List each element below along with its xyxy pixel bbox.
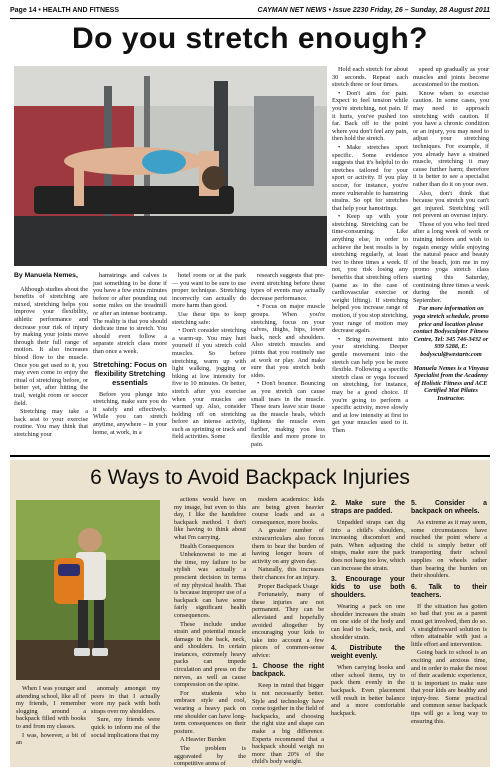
- paragraph: Unbeknownst to me at the time, my failure to be stylish was actually a prescient decision in terms of my physical health. That is because improper use of a backpack can have some fairly significant health consequences.: [174, 551, 246, 619]
- paragraph: These include undue strain and potential muscle damage in the back, neck, and shoulders. In certain instances, extremely heavy packs can impede circulation and press on the nerves, as well as cause compression on the spine.: [174, 620, 246, 689]
- paragraph: • Focus on major muscle groups. When you're stretching, focus on your calves, thighs, hips, lower back, neck and shoulders. Also stretch muscles and joints that you routinely use at work or play. And make sure that you stretch both sides.: [251, 303, 325, 379]
- backpack-child-photo: [16, 500, 160, 680]
- article2-column-4: [252, 496, 324, 767]
- paragraph: Sure, my friends were quick to inform me of the social implications that my: [91, 716, 160, 739]
- tip-heading: 3. Encourage your kids to use both shoulders.: [331, 576, 405, 600]
- paragraph: Although studies about the benefits of stretching are mixed, stretching helps you improve your flexibility, athletic performance and decrease your risk of injury by making your joints move through their full range of motion. It also increases blood flow to the muscle. Once you get used to it, you may even come to enjoy the ritual of stretching before, or better yet, after hitting the trail, weight room or soccer field.: [14, 285, 88, 407]
- paragraph: Those of you who feel tired after a long week of work or training indoors and wish to regain energy while enjoying the natural peace and beauty of the beach, join me in my promo yoga stretch class starting this Saturday, continuing three times a week during the month of September.: [413, 220, 489, 304]
- article2-headline: 6 Ways to Avoid Backpack Injuries: [90, 466, 410, 489]
- article1-headline: Do you stretch enough?: [72, 22, 428, 55]
- section-divider: [10, 455, 490, 457]
- paragraph: As extreme as it may seem, some circumstances have reached the point where a child is simply better off transporting their school supplies on wheels rather than bearing the burden on their shoulders.: [411, 519, 487, 580]
- paragraph: Fortunately, many of these injuries are not permanent. They can be alleviated and hopefully avoided altogether by encouraging your kids to take into account a few pieces of common-sense advice:: [252, 591, 324, 659]
- article1-column-5: [332, 66, 408, 436]
- paragraph: • Bring movement into your stretching. Deeper gentle movement into the stretch can help you be more flexible. Following a specific stretch class or yoga focused on stretching, for instance, may be a good choice. If you're going to perform a specific activity, move slowly and at low intensity at first to get your muscles used to it. Then: [332, 335, 408, 434]
- paragraph: • Make stretches sport specific. Some evidence suggests that it's helpful to do stretches tailored for your sport or activity. If you play soccer, for instance, you're more vulnerable to hamstring strains. So opt for stretches that help your hamstrings.: [332, 143, 408, 212]
- paragraph: Hold each stretch for about 30 seconds. Repeat each stretch three or four times.: [332, 66, 408, 89]
- article2-column-3: [174, 496, 246, 769]
- article2-column-2: [91, 685, 160, 740]
- paragraph: Unpadded straps can dig into a child's shoulders, increasing discomfort and pain. When adjusting the straps, make sure the pack does not hang too low, which can increase the strain.: [331, 519, 405, 572]
- paragraph: Proper Backpack Usage: [258, 582, 319, 590]
- paragraph: When carrying books and other school items, try to pack them evenly in the backpack. Even placement will result in better balance and a more comfortable backpack.: [331, 664, 405, 717]
- paragraph: I was, however, a bit of an: [16, 731, 86, 747]
- paragraph: research suggests that pre-event stretching before these types of events may actually decrease performance.: [251, 272, 325, 302]
- paragraph: Naturally, this increases their chances for an injury.: [252, 566, 324, 581]
- paragraph: hotel room or at the park — you want to be sure to use proper technique. Stretching incorrectly can actually do more harm than good.: [172, 272, 246, 310]
- gym-stretch-photo: [14, 66, 327, 266]
- paragraph: A greater number of extracurriculars also forces them to bear the burden of having longer hours of activity on any given day.: [252, 527, 324, 565]
- page-header: [10, 4, 490, 19]
- tip-heading: 4. Distribute the weight evenly.: [331, 645, 405, 661]
- paragraph: • Don't bounce. Bouncing as you stretch can cause small tears in the muscle. These tears leave scar tissue as the muscle heals, which tightens the muscle even further, making you less flexible and more prone to pain.: [251, 380, 325, 449]
- paragraph: Going back to school is an exciting and anxious time, and in order to make the most of their academic experience, it is important to make sure that your kids are healthy and injury-free. Some practical and common sense backpack tips will go a long way to ensuring this.: [411, 649, 487, 725]
- tip-heading: 6. Talk to their teachers.: [411, 583, 487, 599]
- paragraph: actions would have on my image, but even to this day, I like the handsfree backpack method. I don't like having to think about what I'm carrying.: [174, 496, 246, 541]
- paragraph: A Heavier Burden: [180, 736, 226, 744]
- paragraph: If the situation has gotten so bad that you as a parent must get involved, then do so. A straightforward solution is often attainable with just a little effort and intervention.: [411, 602, 487, 648]
- paragraph: Health Consequences: [180, 542, 235, 550]
- tip-heading: 1. Choose the right backpack.: [252, 663, 324, 679]
- article2-column-1: [16, 685, 86, 748]
- article1-column-4: [251, 272, 325, 450]
- byline: By Manuela Nemes,: [14, 272, 78, 279]
- section-subhead: Stretching: Focus on flexibility Stretching essentials: [93, 359, 167, 387]
- contact-info: For more information on yoga stretch schedule, promo price and location please contact Bodysculptor Fitness Centre, Tel: 345 746-3432 or 939 5288, E: bodyscul@westartv.com: [413, 305, 489, 358]
- paragraph: modern academics: kids are being given heavier course loads and as a consequence, more books.: [252, 496, 324, 526]
- paragraph: Wearing a pack on one shoulder increases the strain on one side of the body and can lead to back, neck, and shoulder strain.: [331, 603, 405, 641]
- article1-column-6: [413, 66, 489, 409]
- article1-column-1: [14, 272, 88, 439]
- author-credentials: Manuela Nemes is a Vinyasa Specialist from the Academy of Holistic Fitness and ACE Certified Mat Pilates Instructor.: [413, 364, 489, 402]
- issue-line: CAYMAN NET NEWS • Issue 2230 Friday, 26 – Sunday, 28 August 2011: [257, 7, 490, 14]
- paragraph: Also, don't think that because you stretch you can't get injured. Stretching will not prevent an overuse injury.: [413, 189, 489, 220]
- paragraph: • Keep up with your stretching. Stretching can be time-consuming. Like anything else, in order to achieve the best results is by stretching regularly, at least two to three times a week. If not, you risk losing any benefits that stretching offers (same as in the case of cardiovascular exercise or weight lifting). If stretching helped you increase range of motion, if you stop stretching, your range of motion may decrease again.: [332, 213, 408, 335]
- article2-column-6: [411, 496, 487, 726]
- paragraph: Stretching may take a back seat to your exercise routine. You may think that stretching your: [14, 408, 88, 438]
- paragraph: Keep in mind that bigger is not necessarily better. Style and technology have come together in the field of backpacks, and choosing the right size and shape can make a big difference. Experts recommend that a backpack should weigh no more than 20% of the child's body weight.: [252, 682, 324, 766]
- paragraph: speed up gradually as your muscles and joints become accustomed to the motion.: [413, 66, 489, 89]
- paragraph: Know when to exercise caution. In some cases, you may need to approach stretching with caution. If you have a chronic condition or an injury, you may need to adjust your stretching techniques. For example, if you already have a strained muscle, stretching it may cause further harm; therefore it is better to see a specialist rather than do it on your own.: [413, 89, 489, 188]
- paragraph: • Don't aim for pain. Expect to feel tension while you're stretching, not pain. If it hurts, you've pushed too far. Back off to the point where you don't feel any pain, then hold the stretch.: [332, 89, 408, 143]
- paragraph: For students who embrace style and cool, wearing a heavy pack on one shoulder can have long-term consequences on their posture.: [174, 689, 246, 735]
- paragraph: Use these tips to keep stretching safe:: [172, 310, 246, 326]
- page-section: Page 14 • HEALTH AND FITNESS: [10, 7, 120, 14]
- paragraph: anomaly amongst my peers in that I actually wore my pack with both straps over my shoulders.: [91, 685, 160, 715]
- tip-heading: 2. Make sure the straps are padded.: [331, 500, 405, 515]
- paragraph: When I was younger and attending school, like all of my friends, I remember slogging around a backpack filled with books to and from my classes.: [16, 685, 86, 730]
- paragraph: Before you plunge into stretching, make sure you do it safely and effectively. While you can stretch anytime, anywhere – in your home, at work, in a: [93, 390, 167, 436]
- article2-column-5: [331, 496, 405, 718]
- article1-column-2: [93, 272, 167, 437]
- article1-column-3: [172, 272, 246, 442]
- paragraph: The problem is aggravated by the competitive arena of: [174, 745, 246, 768]
- tip-heading: 5. Consider a backpack on wheels.: [411, 500, 487, 515]
- paragraph: • Don't consider stretching a warm-up. You may hurt yourself if you stretch cold muscles. So before stretching, warm up with light walking, jogging or biking at low intensity for five to 10 minutes. Or better, stretch after you exercise when your muscles are warmed up. Also, consider holding off on stretching before an intense activity, such as sprinting or track and field activities. Some: [172, 327, 246, 441]
- paragraph: hamstrings and calves is just something to be done if you have a few extra minutes before or after pounding out some miles on the treadmill or after an intense bootcamp. The reality is that you should dedicate time to stretch. You should even follow a separate stretch class more than once a week.: [93, 272, 167, 355]
- author-bio: [413, 305, 489, 402]
